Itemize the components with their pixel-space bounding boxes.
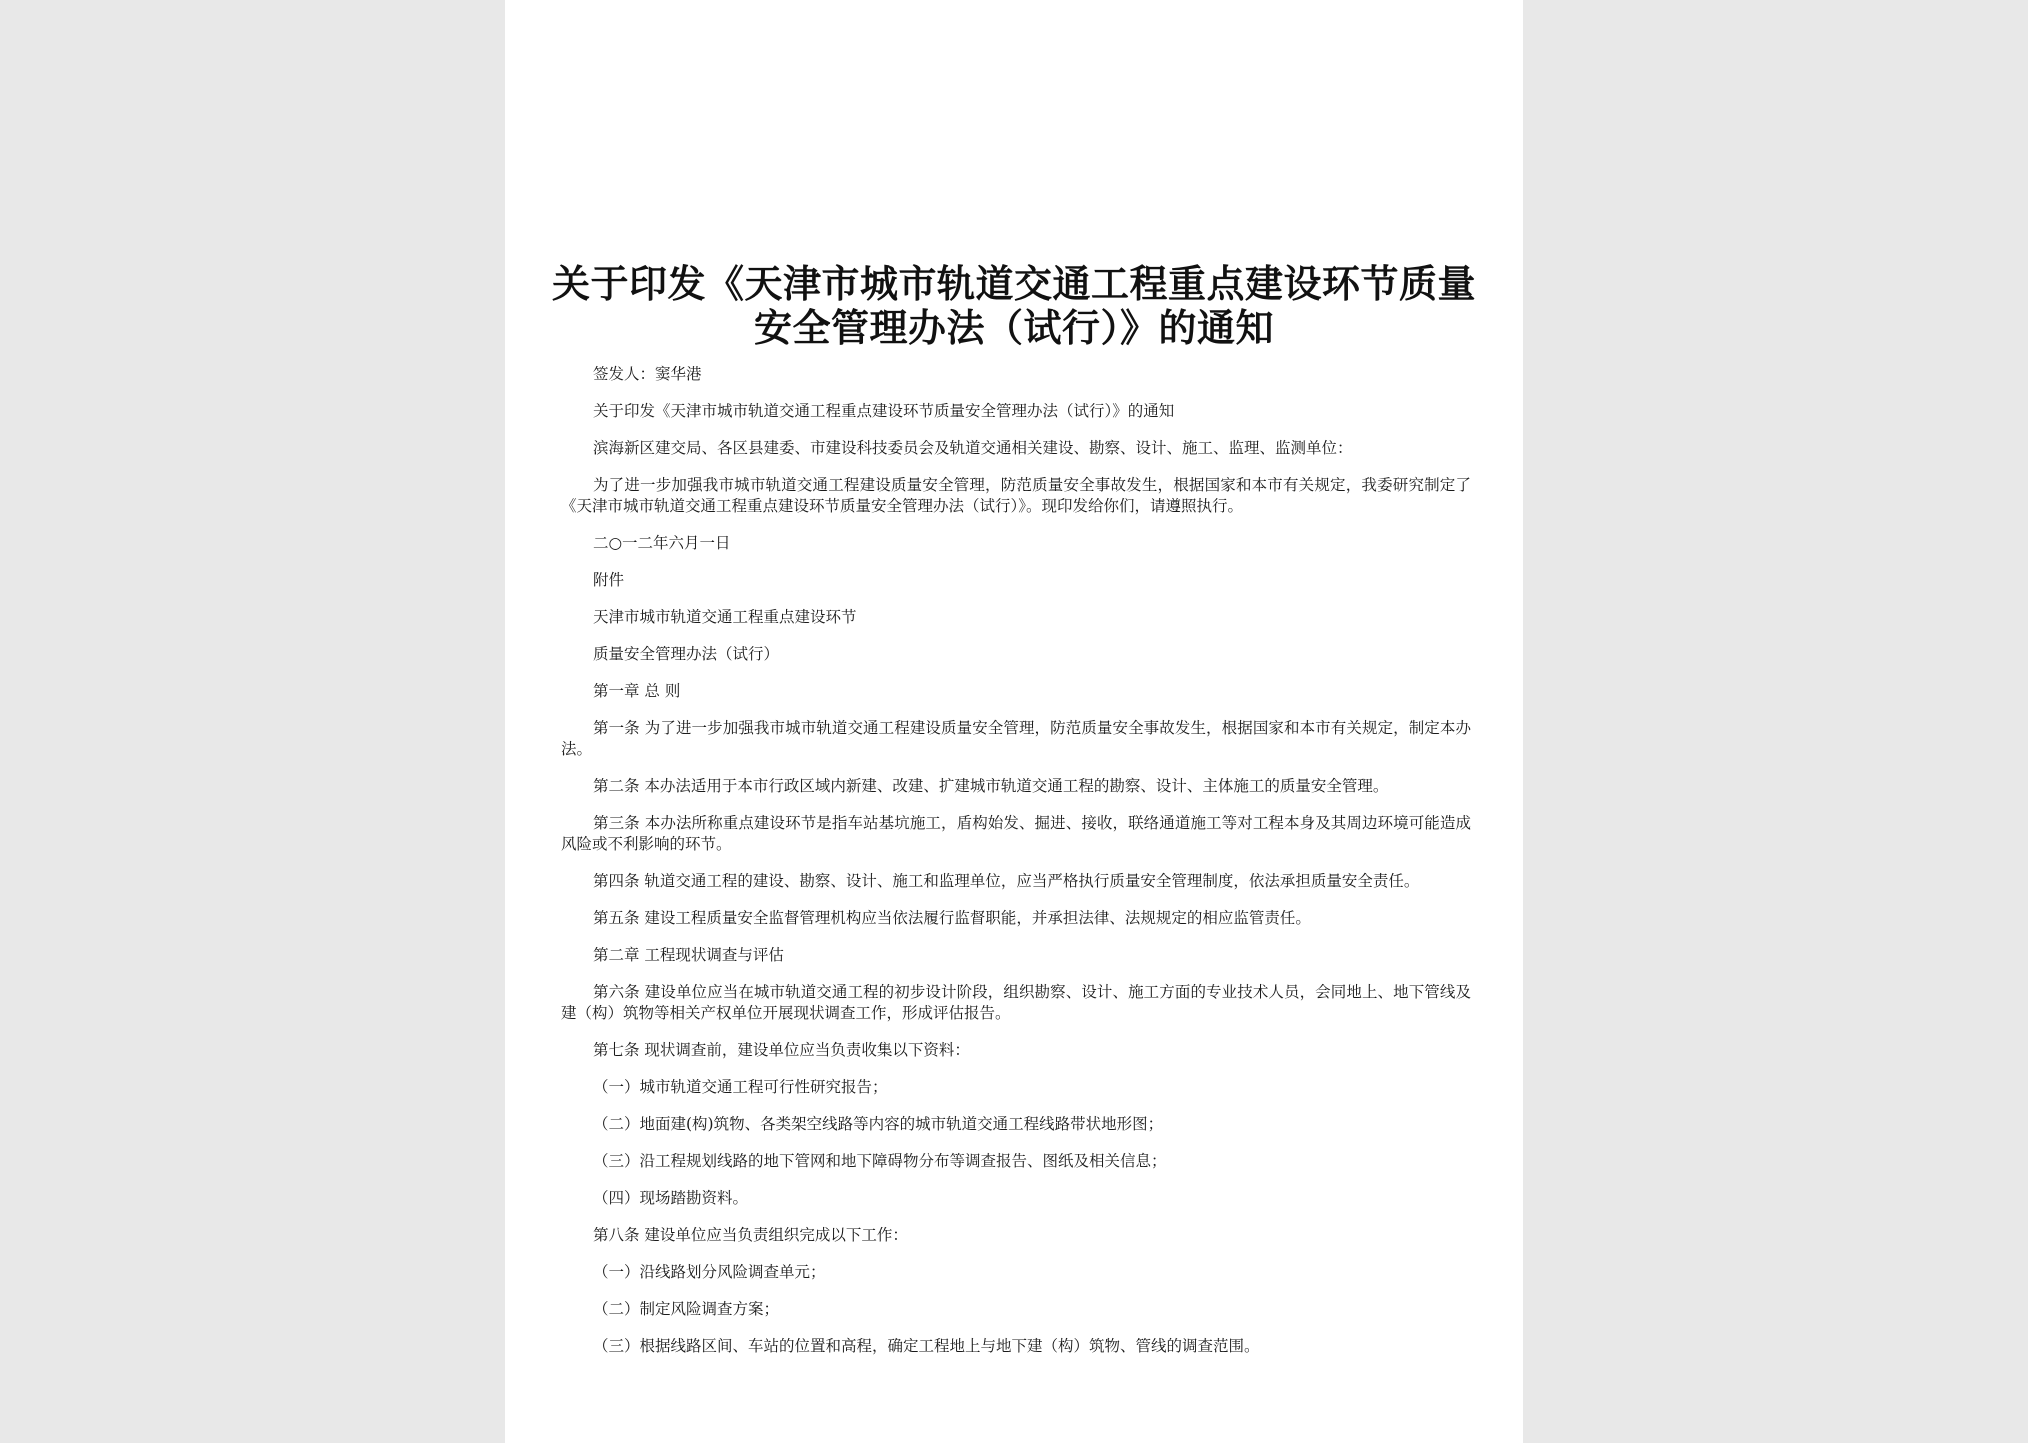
list-item: （三）根据线路区间、车站的位置和高程，确定工程地上与地下建（构）筑物、管线的调查范围。 [593, 1337, 1260, 1355]
list-item: （二）地面建(构)筑物、各类架空线路等内容的城市轨道交通工程线路带状地形图； [593, 1115, 1164, 1133]
list-item: （四）现场踏勘资料。 [593, 1189, 749, 1207]
article-paragraph: 第八条 建设单位应当负责组织完成以下工作： [593, 1226, 908, 1244]
addressee-line: 滨海新区建交局、各区县建委、市建设科技委员会及轨道交通相关建设、勘察、设计、施工、监理、监测单位： [593, 439, 1353, 457]
list-item: （三）沿工程规划线路的地下管网和地下障碍物分布等调查报告、图纸及相关信息； [593, 1152, 1167, 1170]
title-line-2: 安全管理办法（试行）》的通知 [753, 305, 1274, 350]
list-item: （一）城市轨道交通工程可行性研究报告； [593, 1078, 888, 1096]
attachment-title-line-1: 天津市城市轨道交通工程重点建设环节 [593, 608, 857, 626]
attachment-title-line-2: 质量安全管理办法（试行） [593, 645, 780, 663]
article-paragraph: 第七条 现状调查前，建设单位应当负责收集以下资料： [593, 1041, 970, 1059]
chapter-heading: 第一章 总 则 [593, 682, 681, 700]
article-paragraph: 第六条 建设单位应当在城市轨道交通工程的初步设计阶段，组织勘察、设计、施工方面的专业技术人员，会同地上、地下管线及建（构）筑物等相关产权单位开展现状调查工作，形成评估报告。 [561, 983, 1471, 1022]
document-title [505, 262, 1523, 350]
document-body [561, 364, 1471, 1373]
title-line-1: 关于印发《天津市城市轨道交通工程重点建设环节质量 [551, 261, 1476, 306]
signer-line: 签发人：窦华港 [593, 365, 702, 383]
attachment-label: 附件 [593, 571, 625, 589]
chapter-heading: 第二章 工程现状调查与评估 [593, 946, 784, 964]
article-paragraph: 第五条 建设工程质量安全监督管理机构应当依法履行监督职能，并承担法律、法规规定的相应监管责任。 [593, 909, 1311, 927]
date-line: 二○一二年六月一日 [593, 534, 731, 552]
list-item: （二）制定风险调查方案； [593, 1300, 780, 1318]
article-paragraph: 第三条 本办法所称重点建设环节是指车站基坑施工，盾构始发、掘进、接收，联络通道施工等对工程本身及其周边环境可能造成风险或不利影响的环节。 [561, 814, 1471, 853]
document-page [505, 0, 1523, 1443]
notice-paragraph: 为了进一步加强我市城市轨道交通工程建设质量安全管理，防范质量安全事故发生，根据国家和本市有关规定，我委研究制定了《天津市城市轨道交通工程重点建设环节质量安全管理办法（试行）》。现印发给你们，请遵照执行。 [561, 476, 1471, 515]
list-item: （一）沿线路划分风险调查单元； [593, 1263, 826, 1281]
article-paragraph: 第二条 本办法适用于本市行政区域内新建、改建、扩建城市轨道交通工程的勘察、设计、主体施工的质量安全管理。 [593, 777, 1389, 795]
notice-heading: 关于印发《天津市城市轨道交通工程重点建设环节质量安全管理办法（试行）》的通知 [593, 402, 1175, 420]
article-paragraph: 第一条 为了进一步加强我市城市轨道交通工程建设质量安全管理，防范质量安全事故发生，根据国家和本市有关规定，制定本办法。 [561, 719, 1471, 758]
article-paragraph: 第四条 轨道交通工程的建设、勘察、设计、施工和监理单位，应当严格执行质量安全管理制度，依法承担质量安全责任。 [593, 872, 1420, 890]
